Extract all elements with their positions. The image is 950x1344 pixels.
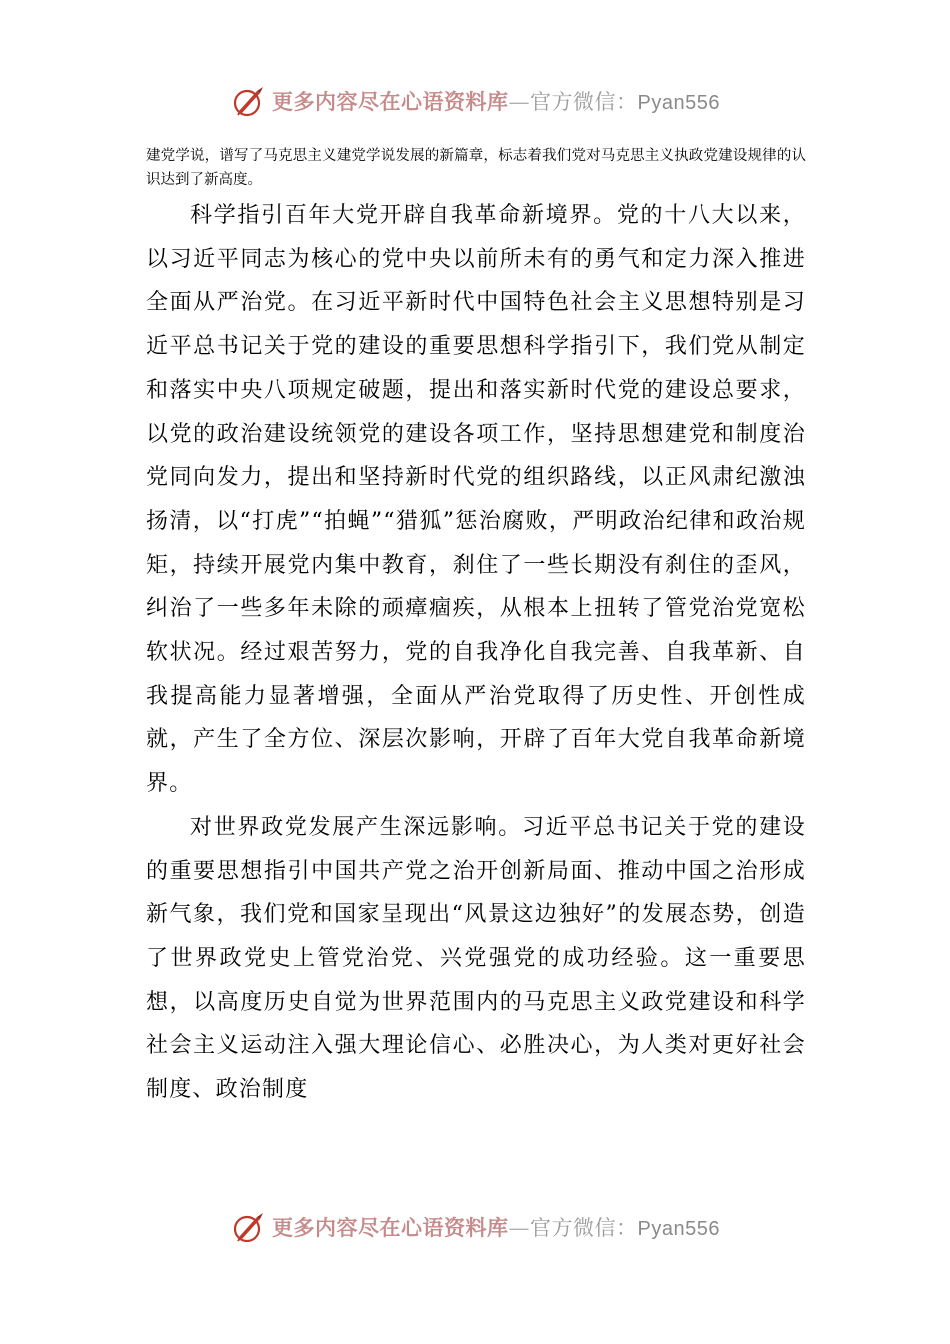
header-banner (0, 82, 950, 122)
footer-banner-content (230, 1210, 720, 1247)
quill-pen-logo-icon (230, 84, 266, 120)
banner-separator: — (508, 1215, 531, 1240)
site-name: 更多内容尽在心语资料库 (272, 88, 509, 114)
body-paragraph-2: 对世界政党发展产生深远影响。习近平总书记关于党的建设的重要思想指引中国共产党之治开创新局面、推动中国之治形成新气象，我们党和国家呈现出“风景这边独好”的发展态势，创造了世界政党史上管党治党、兴党强党的成功经验。这一重要思想，以高度历史自觉为世界范围内的马克思主义政党建设和科学社会主义运动注入强大理论信心、必胜决心，为人类对更好社会制度、政治制度 (146, 814, 806, 1103)
wechat-label: 官方微信： (530, 1215, 638, 1240)
wechat-id: Pyan556 (637, 91, 720, 114)
footer-banner (0, 1208, 950, 1248)
header-banner-text (272, 84, 720, 121)
quill-pen-logo-icon (230, 1210, 266, 1246)
document-body (146, 194, 806, 1112)
intro-paragraph: 建党学说，谱写了马克思主义建党学说发展的新篇章，标志着我们党对马克思主义执政党建设规律的认识达到了新高度。 (146, 148, 806, 188)
wechat-id: Pyan556 (637, 1217, 720, 1240)
site-name: 更多内容尽在心语资料库 (272, 1214, 509, 1240)
intro-text-block (146, 144, 806, 192)
wechat-label: 官方微信： (530, 89, 638, 114)
footer-banner-text (272, 1210, 720, 1247)
header-banner-content (230, 84, 720, 121)
banner-separator: — (508, 89, 531, 114)
body-paragraph-1: 科学指引百年大党开辟自我革命新境界。党的十八大以来，以习近平同志为核心的党中央以前所未有的勇气和定力深入推进全面从严治党。在习近平新时代中国特色社会主义思想特别是习近平总书记关于党的建设的重要思想科学指引下，我们党从制定和落实中央八项规定破题，提出和落实新时代党的建设总要求，以党的政治建设统领党的建设各项工作，坚持思想建党和制度治党同向发力，提出和坚持新时代党的组织路线，以正风肃纪激浊扬清，以“打虎”“拍蝇”“猎狐”惩治腐败，严明政治纪律和政治规矩，持续开展党内集中教育，刹住了一些长期没有刹住的歪风，纠治了一些多年未除的顽瘴痼疾，从根本上扭转了管党治党宽松软状况。经过艰苦努力，党的自我净化自我完善、自我革新、自我提高能力显著增强，全面从严治党取得了历史性、开创性成就，产生了全方位、深层次影响，开辟了百年大党自我革命新境界。 (146, 203, 806, 797)
